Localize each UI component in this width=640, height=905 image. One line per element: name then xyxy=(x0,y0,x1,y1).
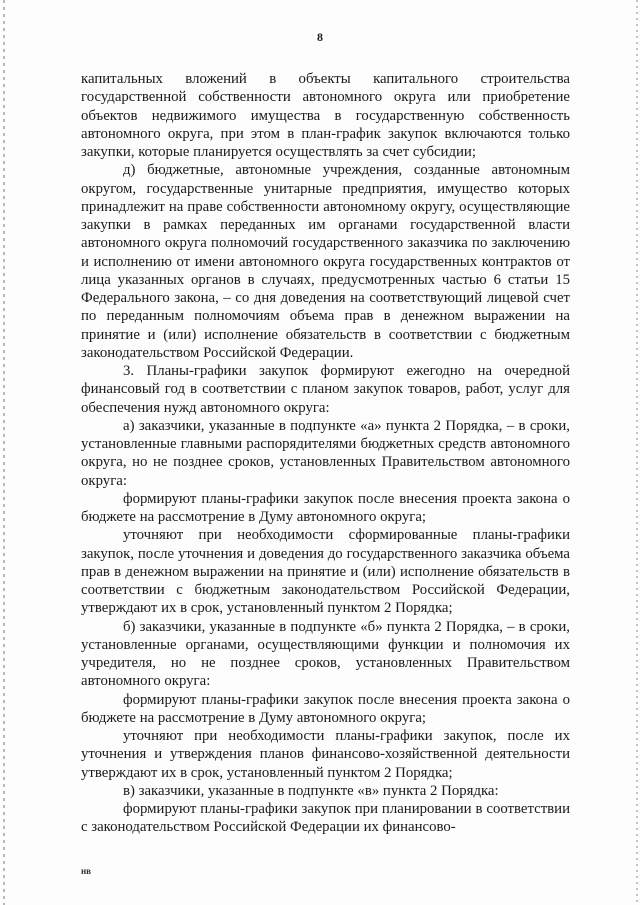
paragraph-2: д) бюджетные, автономные учреждения, созданные автономным округом, государственные унитарные предприятия, имущество которых принадлежит на праве собственности автономному округу, осуществляющие закупки в рамках переданных им органами государственной власти автономного округа полномочий государственного заказчика по заключению и исполнению от имени автономного округа государственных контрактов от лица указанных органов в случаях, предусмотренных частью 6 статьи 15 Федерального закона, – со дня доведения на соответствующий лицевой счет по переданным полномочиям объема прав в денежном выражении на принятие и (или) исполнение обязательств в соответствии с бюджетным законодательством Российской Федерации. xyxy=(81,162,570,361)
paragraph-4: а) заказчики, указанные в подпункте «а» пункта 2 Порядка, – в сроки, установленные главными распорядителями бюджетных средств автономного округа, но не позднее сроков, установленных Правительством автономного округа: xyxy=(81,417,570,489)
document-body xyxy=(81,70,570,837)
paragraph-11: формируют планы-графики закупок при планировании в соответствии с законодательством Российской Федерации их финансово- xyxy=(81,801,570,836)
paragraph-8: формируют планы-графики закупок после внесения проекта закона о бюджете на рассмотрение в Думу автономного округа; xyxy=(81,691,570,726)
paragraph-9: уточняют при необходимости планы-графики закупок, после их уточнения и утверждения планов финансово-хозяйственной деятельности утверждают их в срок, установленный пунктом 2 Порядка; xyxy=(81,728,570,781)
scan-edge-left xyxy=(3,0,5,905)
paragraph-10: в) заказчики, указанные в подпункте «в» пункта 2 Порядка: xyxy=(123,782,499,799)
paragraph-5: формируют планы-графики закупок после внесения проекта закона о бюджете на рассмотрение в Думу автономного округа; xyxy=(81,490,570,525)
paragraph-7: б) заказчики, указанные в подпункте «б» пункта 2 Порядка, – в сроки, установленные органами, осуществляющими функции и полномочия их учредителя, но не позднее сроков, установленных Правительством автономного округа: xyxy=(81,618,570,690)
paragraph-6: уточняют при необходимости сформированные планы-графики закупок, после уточнения и доведения до государственного заказчика объема прав в денежном выражении на принятие и (или) исполнение обязательств в соответствии с бюджетным законодательством Российской Федерации, утверждают их в срок, установленный пунктом 2 Порядка; xyxy=(81,527,570,617)
scan-edge-right xyxy=(636,0,638,905)
footer-initials: нв xyxy=(81,866,92,876)
paragraph-1: капитальных вложений в объекты капитального строительства государственной собственности автономного округа или приобретение объектов недвижимого имущества в государственную собственность автономного округа, при этом в план-график закупок включаются только закупки, которые планируется осуществлять за счет субсидии; xyxy=(81,71,570,160)
paragraph-3: 3. Планы-графики закупок формируют ежегодно на очередной финансовый год в соответствии с планом закупок товаров, работ, услуг для обеспечения нужд автономного округа: xyxy=(81,363,570,416)
page-number: 8 xyxy=(317,30,323,44)
